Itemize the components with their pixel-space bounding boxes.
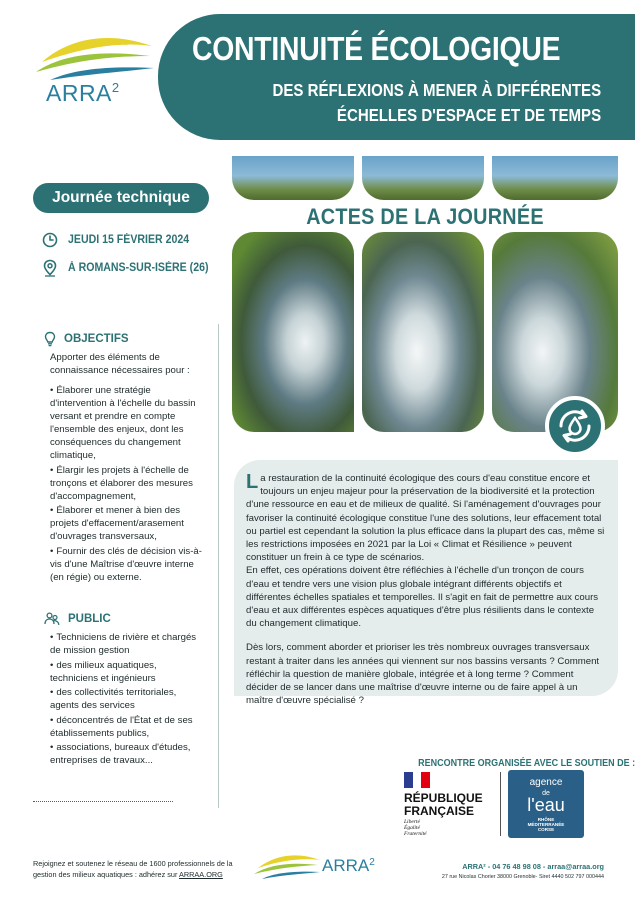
event-date: JEUDI 15 FÉVRIER 2024 (68, 234, 190, 246)
event-type-pill: Journée technique (33, 183, 209, 213)
rf-line-1: RÉPUBLIQUE (404, 791, 483, 805)
river-photo-top-1 (232, 156, 354, 200)
rf-motto-2: Égalité (404, 825, 420, 831)
agence-line-2: de (542, 790, 550, 797)
footer-membership-link[interactable]: ARRAA.ORG (179, 870, 223, 879)
rf-line-2: FRANÇAISE (404, 804, 475, 818)
event-date-row (42, 229, 200, 251)
logo-text: ARRA (46, 80, 112, 106)
public-heading-text: PUBLIC (68, 613, 111, 625)
agence-region-3: CORSE (537, 827, 555, 833)
footer-address-line: 27 rue Nicolas Chorier 38000 Grenoble- Siret 4440 502 797 000444 (441, 874, 604, 880)
arra-logo (32, 26, 162, 106)
footer-logo-text: ARRA (322, 856, 370, 875)
page-title: CONTINUITÉ ÉCOLOGIQUE (192, 30, 561, 67)
dotted-divider (33, 790, 173, 802)
list-item: • des milieux aquatiques, techniciens et ingénieurs (50, 659, 202, 685)
arra-footer-logo (252, 848, 374, 884)
event-place-row (42, 257, 221, 279)
logo-sup: 2 (111, 80, 120, 95)
water-cycle-icon (549, 400, 601, 452)
objectifs-intro: Apporter des éléments de connaissance nécessaires pour : (50, 352, 190, 376)
list-item: • Élaborer et mener à bien des projets d'effacement/arasement d'ouvrages transversaux, (50, 504, 202, 543)
list-item: • déconcentrés de l'État et de ses établissements publics, (50, 714, 202, 740)
event-place: À ROMANS-SUR-ISÈRE (26) (68, 262, 209, 274)
republique-francaise-logo (404, 772, 496, 838)
river-photo-bottom-1 (232, 232, 354, 432)
objectifs-block (50, 351, 202, 585)
clock-icon (42, 232, 58, 248)
footer-contact (398, 861, 604, 883)
intro-box (234, 460, 618, 707)
objectifs-heading (44, 331, 129, 347)
agence-line-1: agence (529, 777, 563, 788)
agence-de-l-eau-logo (508, 770, 584, 838)
page-subtitle (219, 78, 601, 128)
people-icon (44, 611, 60, 627)
partners-title: RENCONTRE ORGANISÉE AVEC LE SOUTIEN DE : (418, 758, 635, 769)
intro-paragraph-3: Dès lors, comment aborder et prioriser les très nombreux ouvrages transversaux restant à traiter dans les années qui viennent sur nos bassins versants ? Comment réfléchir la question de manière globale, intégrée et à long terme ? Comment décider de se lancer dans une maîtrise d'œuvre interne ou de faire appel à un maître d'œuvre spécialisé ? (246, 642, 600, 707)
footer-logo-sup: 2 (369, 857, 375, 868)
public-block (50, 631, 202, 769)
river-photo-bottom-2 (362, 232, 484, 432)
water-cycle-badge (545, 396, 605, 456)
hero-caption: ACTES DE LA JOURNÉE (306, 204, 544, 229)
arra-footer-swoosh-icon (252, 848, 322, 882)
drop-cap: L (246, 471, 259, 493)
column-divider (218, 324, 219, 808)
public-heading (44, 611, 111, 627)
list-item: • associations, bureaux d'études, entreprises de travaux... (50, 741, 202, 767)
header-banner (158, 14, 635, 140)
list-item: • Fournir des clés de décision vis-à-vis d'une Maîtrise d'œuvre interne (en régie) ou externe. (50, 545, 202, 584)
objectifs-heading-text: OBJECTIFS (64, 333, 129, 345)
intro-paragraph-1: La restauration de la continuité écologique des cours d'eau constitue encore et toujours un enjeu majeur pour la préservation de la biodiversité et la protection d'une ressource en eau et de milieux de qualité. Si l'aménagement d'ouvrages pour favoriser la continuité écologique constitue l'une des solutions, leur effacement total ou partiel est cependant la solution la plus efficace dans la plupart des cas, même si les restrictions imposées en 2021 par la Loi « Climat et Résilience » peuvent constituer un frein à ce type de scénarios. (246, 471, 605, 564)
rf-motto-3: Fraternité (404, 831, 427, 837)
agence-region-1: RHÔNE (537, 817, 555, 822)
intro-paragraph-2: En effet, ces opérations doivent être réfléchies à l'échelle d'un tronçon de cours d'eau et tendre vers une vision plus globale intégrant différents objectifs et différentes échelles spatiales et temporelles. Il s'agit en fait de permettre aux cours d'eau et aux différentes espèces aquatiques d'être plus résilients dans le contexte du changement climatique. (246, 565, 599, 630)
river-photo-top-2 (362, 156, 484, 200)
list-item: • des collectivités territoriales, agents des services (50, 686, 202, 712)
list-item: • Élargir les projets à l'échelle de tronçons et élaborer des mesures d'accompagnement, (50, 464, 202, 503)
footer-contact-line: ARRA² - 04 76 48 98 08 - arraa@arraa.org (462, 862, 604, 871)
subtitle-line-1: DES RÉFLEXIONS À MENER À DIFFÉRENTES (272, 80, 601, 100)
agence-region-2: MÉDITERRANÉE (527, 822, 565, 828)
list-item: • Élaborer une stratégie d'intervention à l'échelle du bassin versant et prendre en compte l'ensemble des enjeux, dont les conséquences du changement climatique, (50, 384, 202, 462)
river-photo-top-3 (492, 156, 618, 200)
arra-logo-swoosh-icon (32, 26, 162, 86)
rf-motto-1: Liberté (404, 819, 420, 825)
french-flag-icon (404, 772, 430, 788)
footer-membership-text: Rejoignez et soutenez le réseau de 1600 professionnels de la gestion des milieux aquatiques : adhérez sur ARRAA.ORG (33, 859, 233, 879)
list-item: • Techniciens de rivière et chargés de mission gestion (50, 631, 202, 657)
partner-separator (500, 772, 501, 836)
lightbulb-icon (44, 331, 56, 347)
location-pin-icon (42, 259, 58, 277)
agence-line-3: l'eau (527, 795, 565, 815)
subtitle-line-2: ÉCHELLES D'ESPACE ET DE TEMPS (336, 105, 601, 125)
